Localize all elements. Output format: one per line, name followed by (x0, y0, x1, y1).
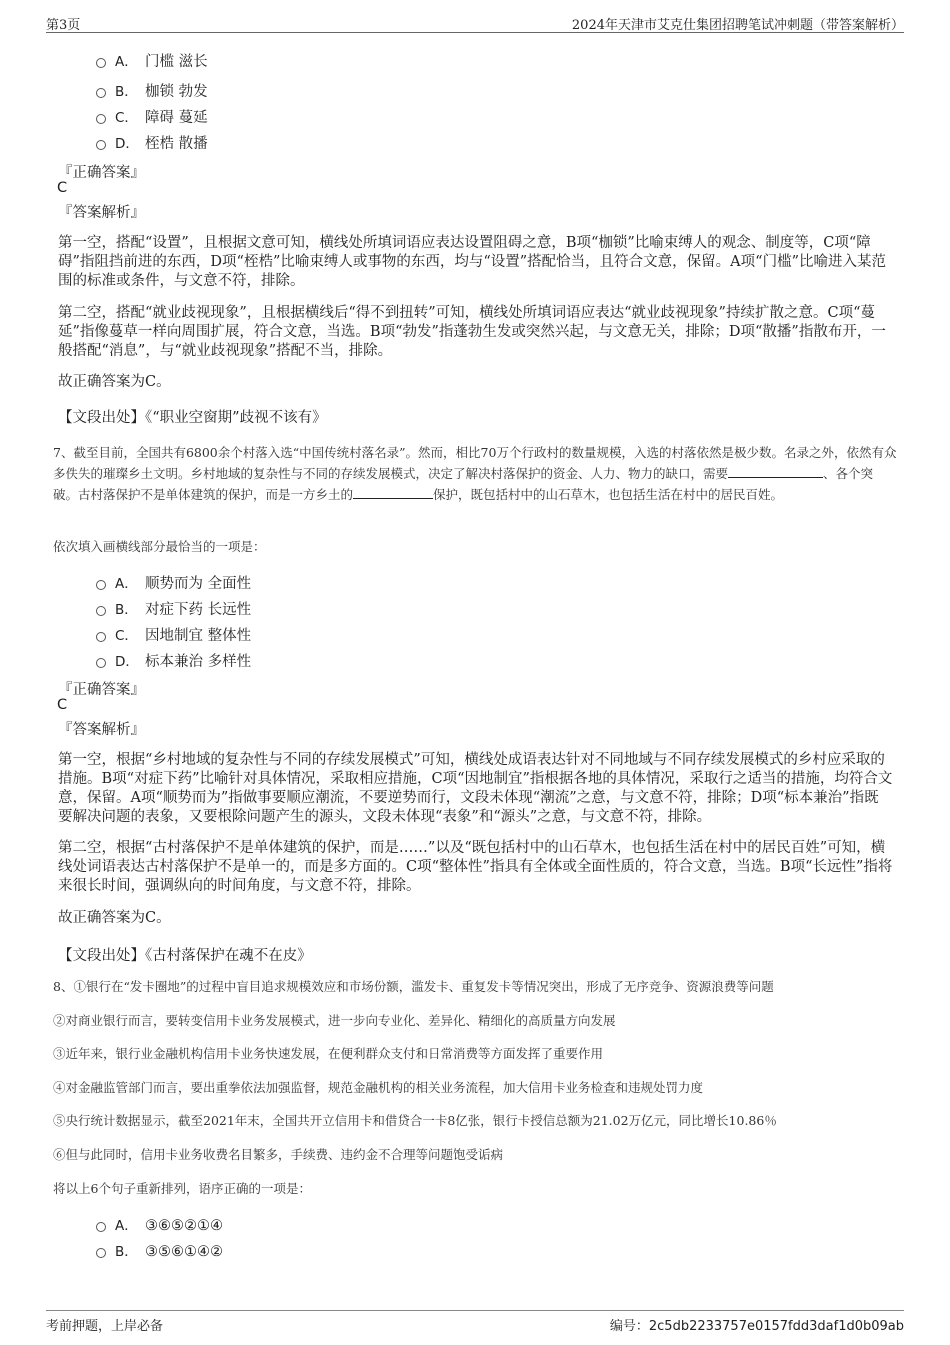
q7-option-d[interactable]: D． 标本兼治 多样性 (96, 650, 251, 671)
q6-analysis-paragraph-2: 第二空，搭配“就业歧视现象”，且根据横线后“得不到扭转”可知，横线处所填词语应表达“就业歧视现象”持续扩散之意。C项“蔓延”指像蔓草一样向周围扩展，符合文意，当选。B项“勃发”指蓬勃生发或突然兴起，与文意无关，排除；D项“散播”指散布开，一般搭配“消息”，与“就业歧视现象”搭配不当，排除。 (58, 305, 886, 359)
radio-icon[interactable] (96, 658, 106, 668)
q6-answer-label: 『正确答案』 (58, 165, 145, 181)
radio-icon[interactable] (96, 1248, 106, 1258)
radio-icon[interactable] (96, 114, 106, 124)
q8-sentence-1: 8、①银行在“发卡圈地”的过程中盲目追求规模效应和市场份额，滥发卡、重复发卡等情况突出，形成了无序竞争、资源浪费等问题 (53, 979, 774, 994)
radio-icon[interactable] (96, 88, 106, 98)
blank-2 (353, 485, 433, 499)
q7-option-c[interactable]: C． 因地制宜 整体性 (96, 624, 251, 645)
q7-answer-label: 『正确答案』 (58, 682, 145, 698)
radio-icon[interactable] (96, 58, 106, 68)
footer-slogan: 考前押题，上岸必备 (46, 1319, 164, 1334)
q8-option-a[interactable]: A． ③⑥⑤②①④ (96, 1214, 223, 1234)
q6-analysis-conclusion: 故正确答案为C。 (58, 374, 171, 390)
document-code: 编号：2c5db2233757e0157fdd3daf1d0b09ab (609, 1319, 904, 1334)
q8-sentence-6: ⑥但与此同时，信用卡业务收费名目繁多，手续费、违约金不合理等问题饱受诟病 (53, 1147, 504, 1162)
q7-answer: C (57, 697, 68, 713)
q6-analysis-paragraph-1: 第一空，搭配“设置”，且根据文意可知，横线处所填词语应表达设置阻碍之意，B项“枷锁”比喻束缚人的观念、制度等，C项“障碍”指阻挡前进的东西，D项“桎梏”比喻束缚人或事物的东西，均与“设置”搭配恰当，且符合文意，保留。A项“门槛”比喻进入某范围的标准或条件，与文意不符，排除。 (58, 235, 886, 289)
q7-analysis-paragraph-2: 第二空，根据“古村落保护不是单体建筑的保护，而是……”以及“既包括村中的山石草木，也包括生活在村中的居民百姓”可知，横线处词语表达古村落保护不是单一的，而是多方面的。C项“整体性”指具有全体或全面性质的，符合文意，当选。B项“长远性”指将来很长时间，强调纵向的时间角度，与文意不符，排除。 (58, 840, 893, 894)
q8-sentence-3: ③近年来，银行业金融机构信用卡业务快速发展，在便利群众支付和日常消费等方面发挥了重要作用 (53, 1046, 604, 1061)
q7-analysis-label: 『答案解析』 (58, 722, 145, 738)
q6-option-d[interactable]: D． 桎梏 散播 (96, 132, 208, 153)
q6-option-b[interactable]: B． 枷锁 勃发 (96, 80, 208, 101)
q6-option-a[interactable]: A． 门槛 滋长 (96, 50, 208, 71)
q7-stem: 7、截至目前，全国共有6800余个村落入选“中国传统村落名录”。然而，相比70万个行政村的数量规模，入选的村落依然是极少数。名录之外，依然有众多佚失的璀璨乡土文明。乡村地域的复杂性与不同的存续发展模式，决定了解决村落保护的资金、人力、物力的缺口，需要 、各个突破。古村落保护不是单体建筑的保护，而是一方乡土的 保护，既包括村中的山石草木，也包括生活在村中的居民百姓。 (53, 445, 897, 502)
q7-option-b[interactable]: B． 对症下药 长远性 (96, 598, 251, 619)
q8-prompt: 将以上6个句子重新排列，语序正确的一项是： (53, 1181, 311, 1196)
q7-analysis-paragraph-1: 第一空，根据“乡村地域的复杂性与不同的存续发展模式”可知，横线处成语表达针对不同地域与不同存续发展模式的乡村应采取的措施。B项“对症下药”比喻针对具体情况，采取相应措施，C项“因地制宜”指根据各地的具体情况，采取行之适当的措施，均符合文意，保留。A项“顺势而为”指做事要顺应潮流，不要逆势而行，文段未体现“潮流”之意，与文意不符，排除；D项“标本兼治”指既要解决问题的表象，又要根除问题产生的源头，文段未体现“表象”和“源头”之意，与文意不符，排除。 (58, 752, 893, 825)
q7-source: 【文段出处】《古村落保护在魂不在皮》 (58, 948, 312, 964)
q6-analysis-label: 『答案解析』 (58, 205, 145, 221)
q8-option-b[interactable]: B． ③⑤⑥①④② (96, 1240, 223, 1260)
radio-icon[interactable] (96, 140, 106, 150)
radio-icon[interactable] (96, 606, 106, 616)
page-header (46, 12, 904, 33)
radio-icon[interactable] (96, 632, 106, 642)
q6-option-c[interactable]: C． 障碍 蔓延 (96, 106, 208, 127)
q7-prompt: 依次填入画横线部分最恰当的一项是： (53, 539, 266, 554)
q8-sentence-5: ⑤央行统计数据显示，截至2021年末，全国共开立信用卡和借贷合一卡8亿张，银行卡授信总额为21.02万亿元，同比增长10.86％ (53, 1113, 777, 1128)
blank-1 (728, 464, 823, 478)
q7-analysis-conclusion: 故正确答案为C。 (58, 910, 171, 926)
radio-icon[interactable] (96, 1222, 106, 1232)
page-footer (46, 1310, 904, 1333)
q7-option-a[interactable]: A． 顺势而为 全面性 (96, 572, 251, 593)
document-title: 2024年天津市艾克仕集团招聘笔试冲刺题（带答案解析） (571, 18, 904, 33)
q8-sentence-4: ④对金融监管部门而言，要出重拳依法加强监督，规范金融机构的相关业务流程，加大信用卡业务检查和违规处罚力度 (53, 1080, 704, 1095)
q6-answer: C (57, 180, 68, 196)
radio-icon[interactable] (96, 580, 106, 590)
page-number: 第3页 (46, 18, 81, 33)
q8-sentence-2: ②对商业银行而言，要转变信用卡业务发展模式，进一步向专业化、差异化、精细化的高质量方向发展 (53, 1013, 616, 1028)
q6-source: 【文段出处】《“职业空窗期”歧视不该有》 (58, 410, 327, 426)
